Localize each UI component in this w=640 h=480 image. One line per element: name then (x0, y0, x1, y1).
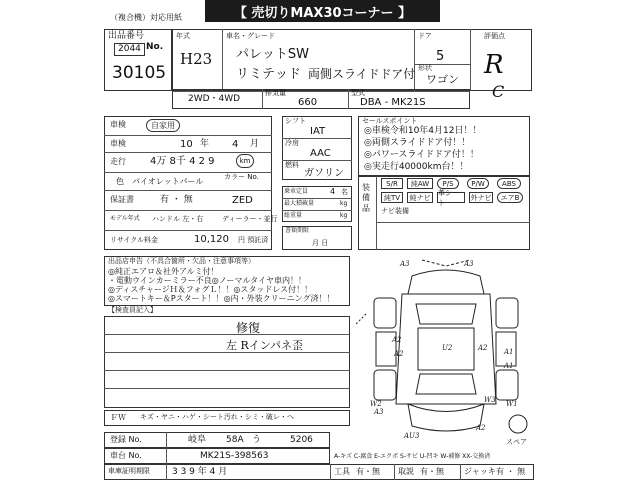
lot-no-label: No. (146, 42, 164, 52)
recycle-label: リサイクル料金 (110, 236, 159, 244)
mark-12: A2 (476, 424, 486, 432)
capacity-value: 4 (330, 187, 336, 196)
capacity-unit: 名 (341, 188, 348, 196)
max-load-unit: kg (340, 200, 348, 207)
recycle-amount: 10,120 (194, 234, 229, 245)
inspector-line-2: 左 Rインパネ歪 (226, 339, 304, 352)
mark-4: A2 (394, 350, 404, 358)
mileage-value: 4万 8千 4 2 9 (150, 156, 215, 167)
registration-kana: う (252, 435, 262, 445)
inspection-period-label: 車検 (110, 139, 126, 148)
registration-city: 岐阜 (188, 435, 207, 445)
car-damage-diagram (356, 254, 536, 454)
equip-tv: 純TV (381, 192, 403, 203)
score-label: 評価点 (484, 32, 505, 40)
model-note-label: モデル年式 (110, 215, 140, 222)
equip-aw: 純AW (407, 178, 433, 189)
warranty-value: 有 ・ 無 (160, 195, 193, 205)
doc-expiry-label: 書類期限 (285, 227, 310, 234)
gross-label: 総重量 (284, 212, 303, 219)
shape-value: ワゴン (426, 73, 459, 86)
banner-title: 【 売切りMAX30コーナー 】 (205, 0, 440, 22)
mark-5: U2 (442, 344, 453, 352)
name-label: 車名・グレード (226, 32, 275, 40)
dealer-label: ディーラー・並行 (222, 215, 278, 223)
chassis-label: 車台 No. (110, 451, 142, 460)
inspection-year: 10 (180, 139, 193, 150)
mark-1: A3 (400, 260, 410, 268)
registration-label: 登録 No. (110, 435, 142, 444)
tool-label: 工具 (334, 467, 350, 476)
sales-points-label: セールスポイント (362, 117, 418, 125)
year-value: H23 (180, 50, 213, 68)
shift-value: IAT (310, 126, 326, 137)
equip-abs: ABS (497, 178, 521, 189)
displacement-label: 排気量 (265, 89, 286, 97)
score-value: R (484, 50, 504, 80)
color-code-value: ZED (232, 195, 253, 206)
model-value: DBA - MK21S (360, 97, 426, 108)
notes-label: 出品店申告（不具合箇所・欠品・注意事項等） (108, 257, 255, 265)
header-note: （複合機）対応用紙 (110, 13, 182, 22)
lot-number: 30105 (112, 63, 167, 83)
tool-value: 有・無 (356, 467, 380, 476)
note-3: ◎ディスチャージＨ＆フォグＬ！！◎スタッドレス付！！ (108, 285, 313, 294)
door-label: ドア (418, 32, 432, 40)
model-label: 型式 (351, 89, 365, 97)
capacity-label: 乗車定員 (284, 188, 309, 195)
max-load-label: 最大積載量 (284, 200, 315, 207)
note-4: ◎スマートキー＆Pスタート！！◎内・外装クリーニング済！！ (108, 294, 335, 303)
ac-value: AAC (310, 148, 331, 159)
recycle-unit: 円 預託済 (238, 236, 269, 244)
fuel-label: 燃料 (285, 161, 299, 169)
fuel-value: ガソリン (304, 168, 344, 179)
sales-point-1: ◎車検令和10年4月12日！！ (364, 126, 482, 136)
chassis-value: MK21S-398563 (200, 451, 269, 461)
displacement-value: 660 (298, 97, 318, 108)
doc-expiry-unit: 月 日 (312, 239, 329, 247)
car-option: 両側スライドドア付 (308, 67, 416, 81)
shape-label: 形状 (418, 64, 432, 72)
sales-point-2: ◎両側スライドドア付！！ (364, 138, 471, 148)
mark-3: A2 (392, 336, 402, 344)
inspection-month: 4 (232, 139, 239, 150)
year-label: 年式 (176, 32, 190, 40)
interior-label: ＦＷ (110, 413, 126, 422)
equip-ext-navi: 外ナビ (470, 193, 492, 202)
mark-11: W1 (506, 400, 518, 408)
door-count: 5 (436, 49, 445, 64)
handle-label: ハンドル 左・右 (152, 215, 204, 223)
ac-label: 冷房 (285, 139, 299, 147)
inspection-month-unit: 月 (250, 139, 260, 149)
mark-10: W2 (370, 400, 382, 408)
color-label: 色 (116, 177, 124, 186)
equip-sr: S/R (381, 178, 403, 189)
cert-label: 車庫証明期限 (108, 467, 150, 475)
color-code-label: カラー No. (224, 173, 259, 181)
mark-13: A3 (374, 408, 384, 416)
navi-label: ナビ装備 (381, 207, 409, 215)
mark-6: A2 (478, 344, 488, 352)
note-2: ・電動ウインカーミラー不良◎ノーマルタイヤ車内！！ (108, 276, 307, 285)
lot-label: 出品番号 (108, 31, 145, 41)
warranty-label: 保証書 (110, 195, 134, 204)
jack-label: ジャッキ (464, 467, 496, 476)
lot-seq: 2044 (114, 43, 145, 56)
car-name: パレットSW (236, 47, 309, 62)
gross-unit: kg (340, 212, 348, 219)
sales-point-3: ◎パワースライドドア付！！ (364, 150, 479, 160)
inspector-box (104, 316, 350, 408)
mark-7: A1 (504, 348, 514, 356)
car-grade: リミテッド (236, 67, 302, 82)
manual-value: 有・無 (420, 467, 444, 476)
inspector-label: 【検査員記入】 (108, 306, 157, 314)
registration-class: 58A (226, 435, 244, 445)
shift-label: シフト (285, 117, 306, 125)
damage-legend: A-キズ C-腐食 E-エクボ S-サビ U-凹キ W-補修 XX-交換済 (334, 453, 491, 460)
mileage-unit: km (236, 154, 254, 168)
equip-leather: 革シート (437, 192, 465, 203)
inspection-year-unit: 年 (200, 139, 210, 149)
equip-navi: 純ナビ (407, 192, 433, 203)
equip-ps: P/S (437, 178, 459, 189)
jack-value: 有 ・ 無 (496, 467, 526, 476)
mark-9: W3 (484, 396, 496, 404)
equip-pw: P/W (467, 178, 489, 189)
mark-14: AU3 (404, 432, 420, 440)
sales-point-4: ◎実走行40000km台！！ (364, 162, 469, 172)
spare-label: スペア (506, 438, 527, 446)
inspector-line-1: 修復 (236, 321, 261, 335)
registration-number: 5206 (290, 435, 313, 445)
interior-text: キズ・ヤニ・ハゲ・シート汚れ・シミ・破レ・へ (140, 413, 294, 421)
mark-8: A1 (504, 362, 514, 370)
manual-label: 取説 (398, 467, 414, 476)
mileage-label: 走行 (110, 157, 126, 166)
color-value: パイオレットパール (132, 177, 204, 186)
inspection-mark: 自家用 (146, 119, 180, 132)
drive-type: 2WD・4WD (188, 94, 241, 104)
equipment-label: 装備品 (362, 183, 370, 213)
equip-airbag: エアB (497, 192, 523, 203)
note-1: ◎純正エアロ＆社外アルミ付！ (108, 267, 219, 276)
inspection-label: 車検 (110, 120, 126, 129)
cert-value: 3 3 9 年 4 月 (172, 467, 228, 477)
interior-score: C (492, 82, 505, 101)
mark-2: A3 (464, 260, 474, 268)
